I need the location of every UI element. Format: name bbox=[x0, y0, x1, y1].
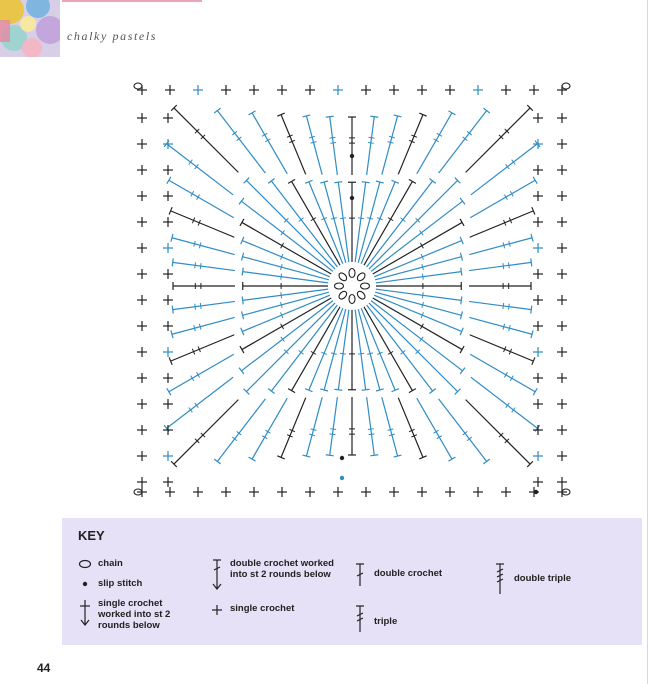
sc-mark bbox=[137, 269, 147, 279]
sc-mark bbox=[557, 451, 567, 461]
sc-mark bbox=[137, 347, 147, 357]
stitch-top-bar bbox=[409, 389, 416, 393]
key-item-single-crochet bbox=[208, 603, 294, 617]
stitch-mark bbox=[375, 257, 461, 280]
stitch-top-bar bbox=[531, 306, 532, 314]
sc-mark bbox=[163, 217, 173, 227]
sc-mark bbox=[533, 243, 543, 253]
sc-mark bbox=[389, 487, 399, 497]
stitch-mark bbox=[243, 272, 329, 283]
stitch-bar bbox=[340, 353, 346, 354]
stitch-mark bbox=[174, 108, 238, 172]
chain-mark bbox=[335, 283, 344, 289]
stitch-mark bbox=[243, 257, 329, 280]
stitch-top-bar bbox=[483, 459, 489, 464]
sc-mark bbox=[137, 399, 147, 409]
slip-stitch-mark bbox=[340, 456, 344, 460]
stitch-top-bar bbox=[239, 198, 244, 204]
sc-mark bbox=[389, 85, 399, 95]
sc-mark bbox=[501, 487, 511, 497]
sc-mark bbox=[163, 165, 173, 175]
stitch-top-bar bbox=[370, 116, 378, 117]
sc-mark bbox=[193, 85, 203, 95]
stitch-mark bbox=[471, 144, 538, 195]
stitch-mark bbox=[470, 354, 535, 391]
stitch-top-bar bbox=[214, 459, 220, 464]
dc-2-below-icon bbox=[208, 558, 226, 594]
stitch-mark bbox=[306, 116, 322, 175]
stitch-mark bbox=[171, 335, 235, 361]
stitch-mark bbox=[324, 309, 346, 390]
stitch-bar bbox=[281, 274, 282, 280]
stitch-mark bbox=[355, 310, 366, 390]
stitch-top-bar bbox=[172, 306, 173, 314]
stitch-mark bbox=[382, 116, 398, 175]
stitch-mark bbox=[173, 262, 235, 270]
sc-mark bbox=[557, 373, 567, 383]
stitch-mark bbox=[172, 238, 235, 255]
sc-mark bbox=[557, 321, 567, 331]
stitch-bar bbox=[422, 274, 423, 280]
stitch-top-bar bbox=[288, 179, 295, 183]
stitch-bar bbox=[358, 218, 364, 219]
stitch-mark bbox=[292, 307, 340, 391]
sc-mark bbox=[473, 487, 483, 497]
stitch-top-bar bbox=[326, 116, 334, 117]
stitch-bar bbox=[330, 143, 336, 144]
stitch-mark bbox=[369, 303, 458, 392]
stitch-top-bar bbox=[460, 346, 464, 353]
stitch-top-bar bbox=[239, 368, 244, 374]
sc-mark bbox=[137, 477, 147, 487]
sc-mark bbox=[473, 85, 483, 95]
sc-mark bbox=[305, 487, 315, 497]
sc-mark bbox=[533, 373, 543, 383]
stitch-mark bbox=[469, 301, 531, 309]
stitch-bar bbox=[195, 304, 196, 310]
sc-mark bbox=[533, 165, 543, 175]
stitch-mark bbox=[242, 298, 331, 350]
sc-mark bbox=[533, 477, 543, 487]
sc-mark bbox=[361, 487, 371, 497]
key-label-sc-2-below: single crochet worked into st 2 rounds below bbox=[98, 598, 171, 631]
stitch-mark bbox=[306, 397, 322, 456]
stitch-mark bbox=[417, 398, 452, 459]
stitch-mark bbox=[364, 307, 412, 391]
sc-mark bbox=[163, 191, 173, 201]
stitch-top-bar bbox=[334, 389, 342, 390]
sc-mark bbox=[557, 139, 567, 149]
stitch-top-bar bbox=[326, 455, 334, 456]
sc-mark bbox=[163, 321, 173, 331]
stitch-top-bar bbox=[460, 219, 464, 226]
stitch-top-bar bbox=[533, 388, 537, 395]
stitch-bar bbox=[369, 137, 375, 138]
sc-mark bbox=[163, 399, 173, 409]
stitch-top-bar bbox=[240, 346, 244, 353]
stitch-mark bbox=[470, 335, 534, 361]
stitch-top-bar bbox=[449, 457, 456, 461]
sc-mark bbox=[557, 217, 567, 227]
sc-mark bbox=[557, 399, 567, 409]
stitch-mark bbox=[469, 238, 532, 255]
stitch-mark bbox=[382, 397, 398, 456]
sc-mark bbox=[163, 477, 173, 487]
sc-mark bbox=[163, 243, 173, 253]
stitch-mark bbox=[217, 111, 265, 174]
stitch-mark bbox=[376, 289, 462, 300]
sc-mark bbox=[533, 399, 543, 409]
sc-mark bbox=[533, 217, 543, 227]
sc-mark bbox=[137, 243, 147, 253]
chain-mark bbox=[356, 290, 367, 301]
stitch-top-bar bbox=[533, 177, 537, 184]
key-heading: KEY bbox=[78, 528, 105, 543]
stitch-top-bar bbox=[240, 219, 244, 226]
stitch-bar bbox=[329, 434, 335, 435]
stitch-bar bbox=[195, 262, 196, 268]
sc-2-below-icon bbox=[76, 598, 94, 630]
sc-mark bbox=[533, 269, 543, 279]
stitch-top-bar bbox=[483, 108, 489, 113]
key-item-double-crochet bbox=[352, 562, 442, 588]
key-panel bbox=[62, 518, 642, 645]
slip-stitch-mark bbox=[534, 490, 538, 494]
sc-mark bbox=[249, 85, 259, 95]
stitch-mark bbox=[338, 182, 349, 262]
stitch-mark bbox=[371, 301, 463, 371]
stitch-top-bar bbox=[460, 368, 465, 374]
sc-mark bbox=[501, 85, 511, 95]
stitch-mark bbox=[466, 400, 530, 464]
corner-chain-mark bbox=[134, 83, 142, 89]
sc-mark bbox=[557, 269, 567, 279]
page-edge-rule bbox=[647, 0, 648, 684]
sc-mark bbox=[557, 191, 567, 201]
sc-mark bbox=[533, 295, 543, 305]
stitch-mark bbox=[243, 289, 329, 300]
key-label-chain: chain bbox=[98, 558, 123, 569]
sc-mark bbox=[529, 85, 539, 95]
sc-mark bbox=[445, 487, 455, 497]
stitch-top-bar bbox=[429, 389, 435, 394]
stitch-bar bbox=[329, 137, 335, 138]
sc-mark bbox=[417, 85, 427, 95]
chain-mark bbox=[338, 290, 349, 301]
stitch-bar bbox=[200, 263, 201, 269]
stitch-mark bbox=[358, 309, 380, 390]
sc-mark bbox=[221, 487, 231, 497]
stitch-bar bbox=[340, 218, 346, 219]
stitch-top-bar bbox=[460, 198, 465, 204]
slip-stitch-icon bbox=[76, 578, 94, 590]
stitch-bar bbox=[358, 353, 364, 354]
sc-mark bbox=[165, 487, 175, 497]
stitch-mark bbox=[376, 272, 462, 283]
key-label-single-crochet: single crochet bbox=[230, 603, 295, 614]
sc-mark bbox=[533, 321, 543, 331]
stitch-top-bar bbox=[268, 179, 274, 184]
stitch-mark bbox=[371, 201, 463, 271]
key-label-double-crochet: double crochet bbox=[374, 568, 443, 579]
key-label-dc-2-below: double crochet worked into st 2 rounds below bbox=[230, 558, 334, 580]
stitch-top-bar bbox=[172, 258, 173, 266]
stitch-top-bar bbox=[362, 182, 370, 183]
stitch-mark bbox=[470, 180, 535, 217]
stitch-mark bbox=[174, 400, 238, 464]
stitch-top-bar bbox=[531, 258, 532, 266]
stitch-mark bbox=[292, 181, 340, 265]
stitch-mark bbox=[358, 182, 380, 263]
stitch-bar bbox=[508, 304, 509, 310]
sc-mark bbox=[277, 85, 287, 95]
stitch-top-bar bbox=[268, 389, 274, 394]
sc-mark bbox=[163, 373, 173, 383]
stitch-mark bbox=[367, 397, 375, 455]
sc-mark bbox=[163, 295, 173, 305]
sc-mark bbox=[557, 295, 567, 305]
page-header-title: chalky pastels bbox=[67, 29, 158, 43]
thumbnail-image bbox=[0, 0, 60, 57]
sc-mark bbox=[533, 139, 543, 149]
stitch-bar bbox=[503, 263, 504, 269]
key-item-sc-2-below bbox=[76, 598, 193, 631]
stitch-top-bar bbox=[461, 296, 462, 304]
key-item-triple bbox=[352, 604, 397, 634]
stitch-top-bar bbox=[242, 296, 243, 304]
stitch-mark bbox=[246, 180, 335, 269]
sc-mark bbox=[305, 85, 315, 95]
sc-mark bbox=[137, 373, 147, 383]
stitch-mark bbox=[417, 113, 452, 174]
slip-stitch-mark bbox=[340, 476, 344, 480]
stitch-mark bbox=[169, 180, 234, 217]
sc-mark bbox=[557, 113, 567, 123]
stitch-mark bbox=[338, 310, 349, 390]
triple-icon bbox=[352, 604, 368, 634]
stitch-mark bbox=[173, 301, 235, 309]
key-label-slip-stitch: slip stitch bbox=[98, 578, 143, 589]
key-label-triple: triple bbox=[374, 616, 398, 627]
stitch-top-bar bbox=[370, 455, 378, 456]
sc-mark bbox=[533, 191, 543, 201]
sc-mark bbox=[417, 487, 427, 497]
stitch-top-bar bbox=[167, 177, 171, 184]
stitch-mark bbox=[241, 301, 333, 371]
stitch-mark bbox=[171, 211, 235, 237]
stitch-bar bbox=[200, 303, 201, 309]
sc-mark bbox=[137, 191, 147, 201]
stitch-top-bar bbox=[288, 389, 295, 393]
stitch-mark bbox=[466, 108, 530, 172]
chain-mark bbox=[356, 272, 367, 283]
stitch-mark bbox=[373, 222, 462, 274]
chain-mark bbox=[349, 269, 355, 278]
chain-mark bbox=[349, 295, 355, 304]
stitch-top-bar bbox=[249, 111, 256, 115]
stitch-top-bar bbox=[461, 268, 462, 276]
sc-mark bbox=[557, 425, 567, 435]
key-item-double-triple bbox=[492, 562, 571, 596]
stitch-mark bbox=[469, 317, 532, 334]
stitch-bar bbox=[369, 434, 375, 435]
sc-mark bbox=[163, 113, 173, 123]
stitch-mark bbox=[246, 303, 335, 392]
stitch-bar bbox=[508, 262, 509, 268]
sc-mark bbox=[137, 295, 147, 305]
header-accent-bar bbox=[62, 0, 202, 2]
sc-mark bbox=[193, 487, 203, 497]
sc-mark bbox=[557, 347, 567, 357]
stitch-top-bar bbox=[429, 179, 435, 184]
stitch-top-bar bbox=[334, 182, 342, 183]
sc-mark bbox=[557, 243, 567, 253]
sc-mark bbox=[137, 113, 147, 123]
stitch-mark bbox=[373, 298, 462, 350]
sc-mark bbox=[277, 487, 287, 497]
stitch-bar bbox=[330, 429, 336, 430]
single-crochet-icon bbox=[208, 603, 226, 617]
corner-chain-mark bbox=[562, 83, 570, 89]
double-triple-icon bbox=[492, 562, 508, 596]
sc-mark bbox=[163, 347, 173, 357]
key-item-slip-stitch bbox=[76, 578, 142, 590]
stitch-top-bar bbox=[409, 179, 416, 183]
key-label-double-triple: double triple bbox=[514, 573, 571, 584]
stitch-bar bbox=[422, 292, 423, 298]
stitch-mark bbox=[167, 144, 234, 195]
stitch-mark bbox=[471, 377, 538, 428]
stitch-mark bbox=[355, 182, 366, 262]
stitch-mark bbox=[169, 354, 234, 391]
chain-mark bbox=[361, 283, 370, 289]
sc-mark bbox=[163, 269, 173, 279]
double-crochet-icon bbox=[352, 562, 368, 588]
stitch-mark bbox=[375, 292, 461, 315]
stitch-mark bbox=[469, 262, 531, 270]
sc-mark bbox=[137, 165, 147, 175]
sc-mark bbox=[137, 425, 147, 435]
sc-mark bbox=[533, 347, 543, 357]
stitch-mark bbox=[369, 180, 458, 269]
sc-mark bbox=[361, 85, 371, 95]
sc-mark bbox=[333, 487, 343, 497]
sc-mark bbox=[137, 139, 147, 149]
sc-mark bbox=[533, 451, 543, 461]
stitch-mark bbox=[252, 113, 287, 174]
sc-mark bbox=[333, 85, 343, 95]
key-item-chain bbox=[76, 558, 123, 570]
stitch-mark bbox=[324, 182, 346, 263]
sc-mark bbox=[557, 165, 567, 175]
stitch-top-bar bbox=[449, 111, 456, 115]
stitch-bar bbox=[503, 303, 504, 309]
stitch-bar bbox=[368, 143, 374, 144]
sc-mark bbox=[137, 217, 147, 227]
slip-stitch-mark bbox=[350, 154, 354, 158]
crochet-chart-diagram bbox=[130, 78, 576, 502]
stitch-top-bar bbox=[242, 268, 243, 276]
sc-mark bbox=[137, 451, 147, 461]
sc-mark bbox=[533, 113, 543, 123]
stitch-mark bbox=[167, 377, 234, 428]
stitch-mark bbox=[281, 398, 306, 458]
sc-mark bbox=[221, 85, 231, 95]
stitch-mark bbox=[364, 181, 412, 265]
sc-mark bbox=[165, 85, 175, 95]
stitch-mark bbox=[470, 211, 534, 237]
stitch-mark bbox=[398, 115, 423, 175]
stitch-top-bar bbox=[167, 388, 171, 395]
sc-mark bbox=[445, 85, 455, 95]
stitch-mark bbox=[252, 398, 287, 459]
stitch-mark bbox=[241, 201, 333, 271]
stitch-mark bbox=[398, 398, 423, 458]
stitch-top-bar bbox=[249, 457, 256, 461]
stitch-mark bbox=[367, 117, 375, 175]
sc-mark bbox=[137, 321, 147, 331]
stitch-mark bbox=[330, 117, 338, 175]
stitch-bar bbox=[281, 292, 282, 298]
stitch-mark bbox=[439, 111, 487, 174]
slip-stitch-mark bbox=[350, 196, 354, 200]
chain-icon bbox=[76, 558, 94, 570]
stitch-bar bbox=[368, 429, 374, 430]
chain-mark bbox=[338, 272, 349, 283]
stitch-mark bbox=[172, 317, 235, 334]
stitch-mark bbox=[330, 397, 338, 455]
stitch-top-bar bbox=[362, 389, 370, 390]
key-item-dc-2-below bbox=[208, 558, 350, 594]
stitch-mark bbox=[217, 399, 265, 462]
stitch-mark bbox=[281, 115, 306, 175]
sc-mark bbox=[557, 477, 567, 487]
page-number: 44 bbox=[37, 661, 51, 675]
sc-mark bbox=[163, 451, 173, 461]
stitch-mark bbox=[439, 399, 487, 462]
stitch-mark bbox=[242, 222, 331, 274]
sc-mark bbox=[249, 487, 259, 497]
stitch-top-bar bbox=[214, 108, 220, 113]
stitch-mark bbox=[243, 292, 329, 315]
